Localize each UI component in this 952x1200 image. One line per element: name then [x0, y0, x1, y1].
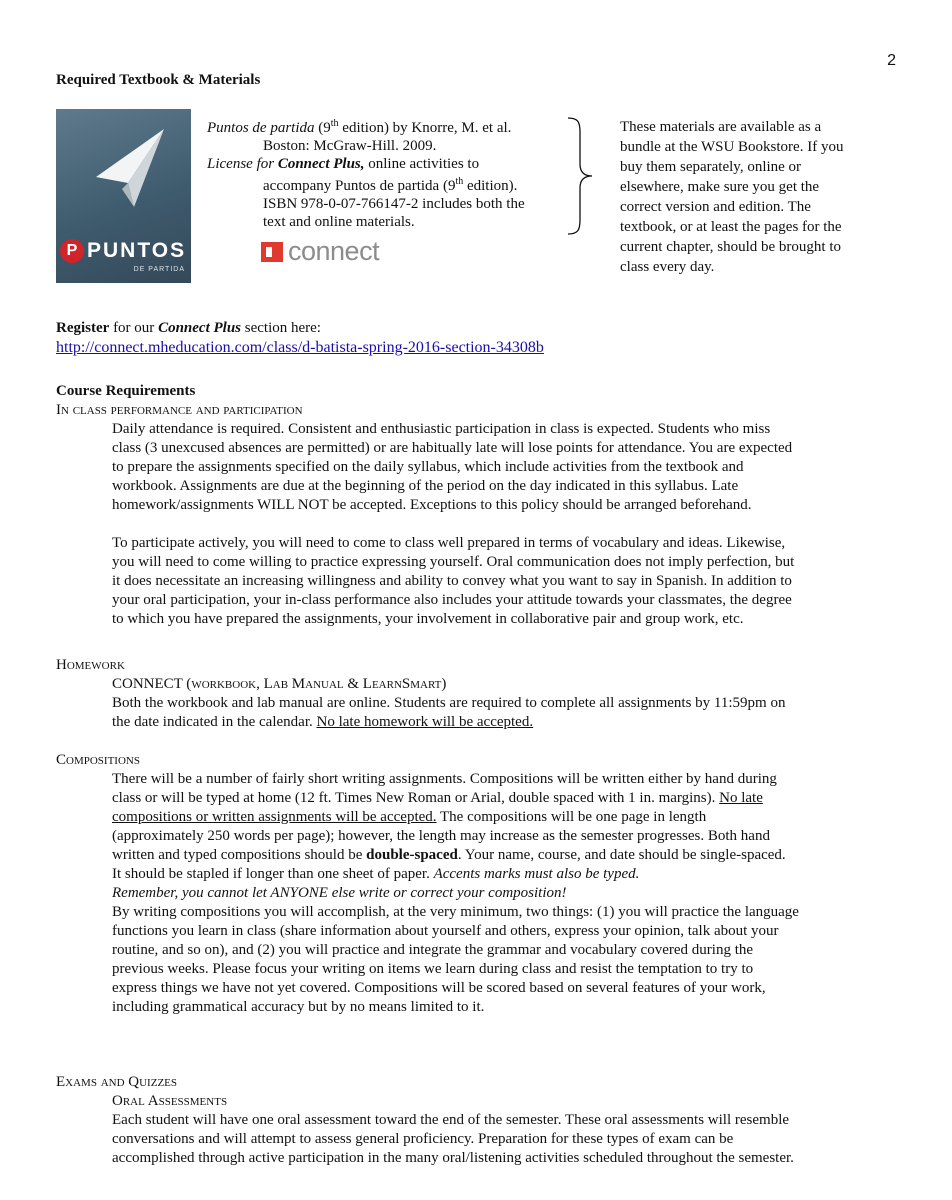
- compositions-title: Compositions: [56, 752, 140, 768]
- reference-2-line4: text and online materials.: [263, 214, 415, 230]
- register-end: section here:: [241, 320, 321, 336]
- participation-line: it does necessitate an increasing willingness and ability to convey what you want to say in Spanish. In addition to: [112, 573, 792, 589]
- comp-l3-post: The compositions will be one page in length: [436, 809, 707, 825]
- participation-title: In class performance and participation: [56, 402, 303, 418]
- availability-note: These materials are available as a bundle at the WSU Bookstore. If you buy them separately, online or elsewhere, make sure you get the correct version and edition. The textbook, or at least the pages for the current chapter, should be brought to class every day.: [620, 119, 844, 275]
- participation-line: class (3 unexcused absences are permitted) or are habitually late will lose points for attendance. You are expected: [112, 440, 793, 456]
- participation-line: your oral participation, your in-class performance also includes your attitude towards your classmates, the degree: [112, 592, 792, 608]
- reference-1-line2: Boston: McGraw-Hill. 2009.: [263, 138, 437, 154]
- compositions-line: previous weeks. Please focus your writing on items we learn during class and resist the temptation to try to: [112, 961, 754, 977]
- compositions-line: [56, 808, 906, 827]
- compositions-line: including grammatical accuracy but by no means limited to it.: [112, 999, 485, 1015]
- participation-line: to which you have prepared the assignments, your involvement in collaborative pair and group work, etc.: [112, 611, 744, 627]
- homework-line2-pre: the date indicated in the calendar.: [112, 714, 317, 730]
- comp-l6-italic: Accents marks must also be typed.: [433, 866, 640, 882]
- compositions-line: (approximately 250 words per page); however, the length may increase as the semester progresses. Both hand: [112, 828, 770, 844]
- reference-2-line2: [207, 173, 567, 195]
- register-line: [56, 319, 544, 338]
- connect-logo: [261, 236, 379, 267]
- homework-sub-post: ): [441, 676, 447, 692]
- ref1-title: Puntos de partida: [207, 120, 315, 136]
- ref2-bold: Connect Plus,: [277, 156, 365, 172]
- ref2-line2-pre: accompany Puntos de partida (9: [263, 178, 456, 194]
- homework-line: Both the workbook and lab manual are online. Students are required to complete all assignments by 11:59pm on: [112, 695, 786, 711]
- textbook-references: [207, 115, 567, 231]
- participation-line: workbook. Assignments are due at the beginning of the period on the day indicated in this syllabus. Late: [112, 478, 739, 494]
- comp-l5-pre: written and typed compositions should be: [112, 847, 367, 863]
- exams-title: Exams and Quizzes: [56, 1074, 177, 1090]
- compositions-line: By writing compositions you will accomplish, at the very minimum, two things: (1) you will practice the language: [112, 904, 799, 920]
- compositions-line: [56, 846, 906, 865]
- homework-line: [56, 713, 906, 732]
- compositions-line: There will be a number of fairly short writing assignments. Compositions will be written either by hand during: [112, 771, 777, 787]
- homework-subtitle: [56, 675, 906, 694]
- compositions-line: express things we have not yet covered. Compositions will be scored based on several features of your work,: [112, 980, 766, 996]
- reference-2-line3: ISBN 978-0-07-766147-2 includes both the: [263, 196, 525, 212]
- participation-line: Daily attendance is required. Consistent and enthusiastic participation in class is expected. Students who miss: [112, 421, 771, 437]
- homework-no-late: No late homework will be accepted.: [316, 714, 534, 730]
- register-block: [56, 319, 544, 358]
- compositions-line: Remember, you cannot let ANYONE else write or correct your composition!: [112, 885, 567, 901]
- ref1-rest: edition) by Knorre, M. et al.: [338, 120, 512, 136]
- cover-subtitle: DE PARTIDA: [133, 266, 185, 273]
- right-brace-icon: [566, 116, 596, 236]
- cover-logo: [60, 239, 186, 263]
- comp-l3-u: compositions or written assignments will be accepted.: [112, 809, 437, 825]
- participation-line: to prepare the assignments specified on the daily syllabus, which include activities from the textbook and: [112, 459, 744, 475]
- participation-line: homework/assignments WILL NOT be accepted. Exceptions to this policy should be arranged beforehand.: [112, 497, 752, 513]
- ref2-lead: License for: [207, 156, 278, 172]
- reference-1: [207, 115, 567, 137]
- comp-l2-pre: class or will be typed at home (12 ft. Times New Roman or Arial, double spaced with 1 in. margins).: [112, 790, 720, 806]
- cover-pin-icon: P: [60, 239, 84, 263]
- connect-wordmark: connect: [288, 236, 380, 266]
- register-mid: for our: [109, 320, 159, 336]
- mcgraw-hill-mark-icon: [261, 242, 283, 262]
- participation-line: you will need to come willing to practice expressing yourself. Oral communication does not imply perfection, but: [112, 554, 795, 570]
- homework-sub-sc: workbook, Lab Manual & LearnSmart: [191, 676, 442, 692]
- ref2-sup: th: [455, 176, 464, 187]
- comp-l6-pre: It should be stapled if longer than one sheet of paper.: [112, 866, 434, 882]
- compositions-line: [56, 865, 906, 884]
- cover-wordmark: PUNTOS: [87, 239, 187, 262]
- exams-line: accomplished through active participation in the many oral/listening activities scheduled throughout the semester.: [112, 1150, 794, 1166]
- requirements-heading: Course Requirements: [56, 383, 196, 399]
- paper-plane-icon: [94, 127, 166, 209]
- homework-title: Homework: [56, 657, 125, 673]
- compositions-line: [56, 789, 906, 808]
- register-connect-plus: Connect Plus: [158, 320, 241, 336]
- comp-l5-bold: double-spaced: [366, 847, 458, 863]
- textbook-cover-image: [56, 109, 191, 283]
- ref2-line2-post: edition).: [463, 178, 518, 194]
- exams-section: [56, 1073, 906, 1168]
- connect-section-link[interactable]: http://connect.mheducation.com/class/d-batista-spring-2016-section-34308b: [56, 339, 544, 356]
- textbook-heading: Required Textbook & Materials: [56, 72, 261, 88]
- participation-line: To participate actively, you will need to come to class well prepared in terms of vocabulary and ideas. Likewise,: [112, 535, 786, 551]
- reference-2: [207, 155, 567, 173]
- register-bold: Register: [56, 320, 110, 336]
- compositions-section: [56, 751, 906, 1017]
- compositions-line: routine, and so on), and (2) you will practice and integrate the grammar and vocabulary covered during the: [112, 942, 754, 958]
- comp-l2-u: No late: [719, 790, 763, 806]
- exams-line: Each student will have one oral assessment toward the end of the semester. These oral assessments will resemble: [112, 1112, 790, 1128]
- homework-section: [56, 656, 906, 732]
- page-number: 2: [887, 52, 896, 69]
- ref1-sup: th: [330, 118, 339, 129]
- exams-line: conversations and will attempt to assess general proficiency. Preparation for these types of exam can be: [112, 1131, 734, 1147]
- oral-assessments-title: Oral Assessments: [112, 1093, 228, 1109]
- homework-sub-pre: CONNECT (: [112, 676, 192, 692]
- ref1-edition-pre: (9: [314, 120, 331, 136]
- course-requirements: [56, 382, 906, 629]
- compositions-line: functions you learn in class (share information about yourself and others, express your opinion, talk about your: [112, 923, 779, 939]
- comp-l5-post: . Your name, course, and date should be single-spaced.: [457, 847, 786, 863]
- ref2-rest: online activities to: [364, 156, 480, 172]
